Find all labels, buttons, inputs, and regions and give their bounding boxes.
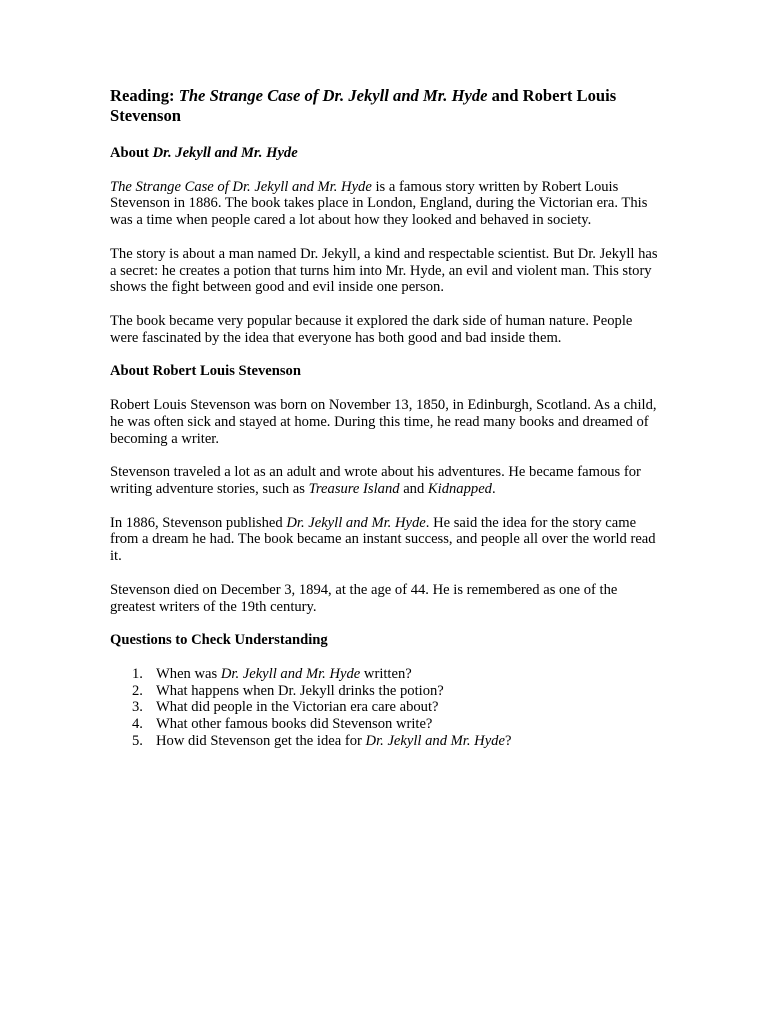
- question-number: 5.: [132, 732, 143, 749]
- paragraph-text: . He said the idea for the story came from a dream he had. The book became an instant success, and people all over the world read it.: [110, 514, 656, 565]
- question-text: What other famous books did Stevenson write?: [156, 716, 433, 733]
- document-page: [110, 86, 658, 750]
- question-item: [110, 666, 658, 683]
- about-author-paragraph-3: [110, 515, 658, 565]
- paragraph-text: and: [399, 480, 428, 497]
- question-text: What did people in the Victorian era care about?: [156, 699, 439, 716]
- book-title-italic: Dr. Jekyll and Mr. Hyde: [365, 732, 505, 749]
- questions-list: [110, 666, 658, 750]
- question-number: 1.: [132, 665, 143, 682]
- book-title-italic: Kidnapped: [427, 480, 492, 497]
- questions-heading: Questions to Check Understanding: [110, 632, 328, 649]
- about-author-heading: About Robert Louis Stevenson: [110, 363, 301, 380]
- question-item: [110, 699, 658, 716]
- about-book-paragraph-1: [110, 179, 658, 229]
- question-item: [110, 733, 658, 750]
- paragraph-text: In 1886, Stevenson published: [110, 514, 287, 531]
- question-number: 3.: [132, 699, 143, 716]
- question-item: [110, 716, 658, 733]
- paragraph-text: is a famous story written by Robert Louis Stevenson in 1886. The book takes place in London, England, during the Victorian era. This was a time when people cared a lot about how they looked and behaved in society.: [110, 178, 648, 229]
- paragraph-text: .: [491, 480, 496, 497]
- book-title-italic: Dr. Jekyll and Mr. Hyde: [220, 665, 361, 682]
- title-suffix: and Robert Louis Stevenson: [110, 86, 617, 125]
- title-prefix: Reading:: [110, 86, 179, 105]
- about-author-paragraph-4: Stevenson died on December 3, 1894, at the age of 44. He is remembered as one of the greatest writers of the 19th century.: [110, 581, 618, 615]
- question-number: 4.: [132, 716, 143, 733]
- book-title-italic: Dr. Jekyll and Mr. Hyde: [286, 514, 426, 531]
- paragraph-text: Stevenson traveled a lot as an adult and wrote about his adventures. He became famous for writing adventure stories, such as: [110, 464, 641, 497]
- about-book-heading: [110, 145, 658, 162]
- question-text: What happens when Dr. Jekyll drinks the potion?: [156, 682, 444, 699]
- question-text: written?: [360, 665, 412, 682]
- question-item: [110, 683, 658, 700]
- about-book-paragraph-2: The story is about a man named Dr. Jekyll, a kind and respectable scientist. But Dr. Jekyll has a secret: he creates a potion that turns him into Mr. Hyde, an evil and violent man. This story shows the fight between good and evil inside one person.: [110, 245, 658, 296]
- title-book-name: The Strange Case of Dr. Jekyll and Mr. Hyde: [178, 86, 488, 105]
- about-author-paragraph-1: Robert Louis Stevenson was born on November 13, 1850, in Edinburgh, Scotland. As a child, he was often sick and stayed at home. During this time, he read many books and dreamed of becoming a writer.: [110, 396, 657, 447]
- document-title: [110, 86, 658, 125]
- about-book-heading-prefix: About: [110, 145, 153, 161]
- question-text: When was: [156, 665, 221, 682]
- about-author-paragraph-2: [110, 464, 658, 498]
- book-title-italic: Treasure Island: [308, 480, 400, 497]
- book-title-italic: The Strange Case of Dr. Jekyll and Mr. Hyde: [110, 178, 372, 195]
- question-number: 2.: [132, 682, 143, 699]
- about-book-heading-title: Dr. Jekyll and Mr. Hyde: [152, 145, 298, 161]
- question-text: How did Stevenson get the idea for: [156, 732, 366, 749]
- question-text: ?: [504, 732, 512, 749]
- about-book-paragraph-3: The book became very popular because it explored the dark side of human nature. People were fascinated by the idea that everyone has both good and bad inside them.: [110, 312, 633, 346]
